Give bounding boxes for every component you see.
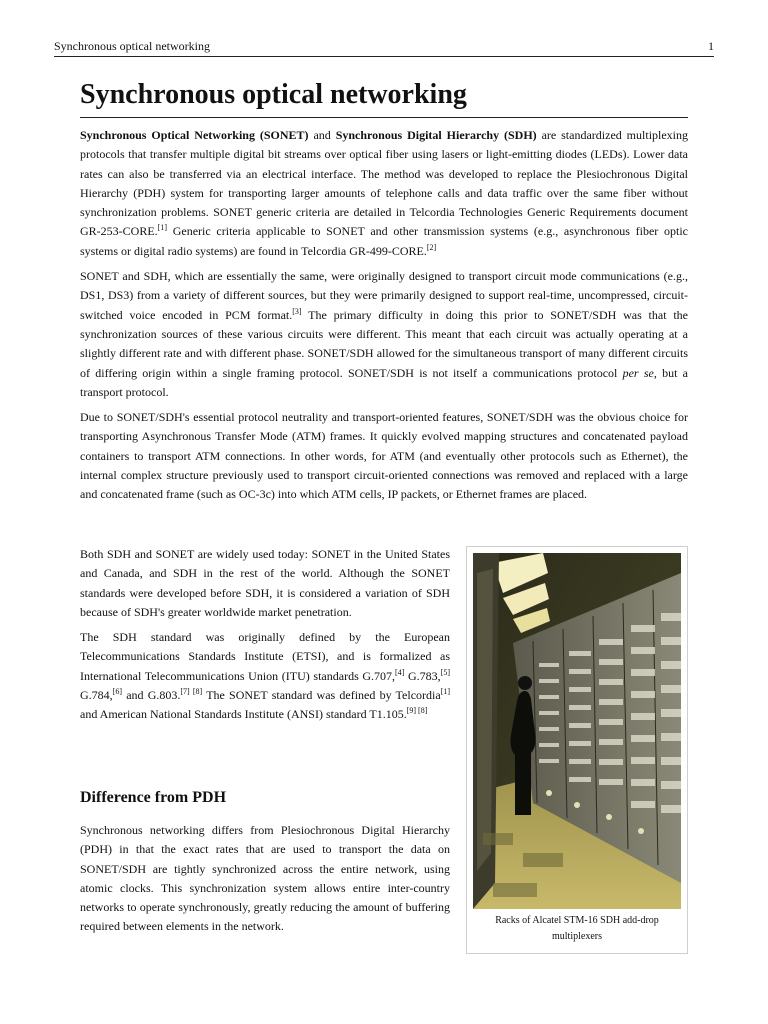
citation-link[interactable]: [3] <box>292 306 302 316</box>
text: are standardized multiplexing protocols that transfer multiple digital bit streams over optical fiber using lasers or light-emitting diodes (LEDs). Lower data rates can also be transferred via an electrical interface. The method was developed to replace the Plesiochronous Digital Hierarchy (PDH) system for transporting larger amounts of telephone calls and data traffic over the same fiber without synchronization problems. SONET generic criteria are detailed in Telcordia Technologies Generic Requirements document GR-253-CORE. <box>80 128 689 239</box>
text: and American National Standards Institute (ANSI) standard T1.105. <box>80 707 407 722</box>
text: and G.803. <box>122 688 181 703</box>
citation-link[interactable]: [2] <box>426 242 437 252</box>
text: The SDH standard was originally defined by the European Telecommunications Standards Institute (ETSI), and is formalized as International Telecommunications Union (ITU) standards G.707, <box>80 630 450 683</box>
left-column-top <box>80 545 450 731</box>
citation-link[interactable]: [1] <box>157 223 167 233</box>
section-heading: Difference from PDH <box>80 789 227 806</box>
term-sonet: Synchronous Optical Networking (SONET) <box>80 128 309 142</box>
paragraph-usage: Both SDH and SONET are widely used today: SONET in the United States and Canada, and SDH in the rest of the world. Although the SONET standards were developed before SDH, it is considered a variation of SDH because of SDH's greater worldwide market penetration. <box>80 547 450 619</box>
left-column-bottom <box>80 821 450 943</box>
paragraph-atm: Due to SONET/SDH's essential protocol neutrality and transport-oriented features, SONET/SDH was the obvious choice for transporting Asynchronous Transfer Mode (ATM) frames. It quickly evolved mapping structures and concatenated payload containers to transport ATM connections. In other words, for ATM (and eventually other protocols such as Ethernet), the internal complex structure previously used to transport circuit-oriented connections was removed and replaced with a large and concatenated frame (such as OC-3c) into which ATM cells, IP packets, or Ethernet frames are placed. <box>80 410 688 502</box>
text: G.783, <box>404 668 441 683</box>
text: , but a transport protocol. <box>80 365 688 399</box>
rack-photo-illustration <box>473 553 681 909</box>
paragraph-standards <box>80 628 450 724</box>
citation-link[interactable]: [5] <box>440 667 451 677</box>
paragraph-sonet-sdh <box>80 267 688 402</box>
citation-link[interactable]: [9] [8] <box>406 706 428 716</box>
rack-photo[interactable] <box>473 553 681 909</box>
citation-link[interactable]: [1] <box>440 687 451 697</box>
page-title: Synchronous optical networking <box>80 78 688 118</box>
text: Generic criteria applicable to SONET and other transmission systems (e.g., asynchronous fiber optic systems or digital radio systems) are found in Telcordia GR-499-CORE. <box>80 224 688 258</box>
paragraph-pdh: Synchronous networking differs from Plesiochronous Digital Hierarchy (PDH) in that the exact rates that are used to transport the data on SONET/SDH are tightly synchronized across the entire network, using atomic clocks. This synchronization system allows entire inter-country networks to operate synchronously, greatly reducing the amount of buffering required between elements in the network. <box>80 823 450 934</box>
citation-link[interactable]: [4] <box>395 667 405 677</box>
term-sdh: Synchronous Digital Hierarchy (SDH) <box>335 128 537 142</box>
article-body <box>80 126 688 511</box>
text: The SONET standard was defined by Telcordia <box>202 688 441 703</box>
running-header-title: Synchronous optical networking <box>54 39 210 53</box>
paragraph-intro <box>80 126 688 261</box>
citation-link[interactable]: [7] [8] <box>180 687 203 697</box>
italic-term: per se <box>622 365 654 380</box>
text: The primary difficulty in doing this prior to SONET/SDH was that the synchronization sources of these various circuits were different. This meant that each circuit was actually operating at a slightly different rate and with different phase. SONET/SDH allowed for the simultaneous transport of many different circuits of differing origin within a single framing protocol. SONET/SDH is not itself a communications protocol <box>80 307 688 380</box>
running-header <box>54 38 714 57</box>
page-number: 1 <box>708 39 714 53</box>
text: and <box>308 128 336 142</box>
figure <box>466 546 688 954</box>
text: SONET and SDH, which are essentially the same, were originally designed to transport circuit mode communications (e.g., DS1, DS3) from a variety of different sources, but they were primarily designed to support real-time, uncompressed, circuit-switched voice encoded in PCM format. <box>80 269 688 322</box>
figure-caption: Racks of Alcatel STM-16 SDH add-drop multiplexers <box>495 915 659 942</box>
text: G.784, <box>80 688 113 703</box>
citation-link[interactable]: [6] <box>112 687 122 697</box>
